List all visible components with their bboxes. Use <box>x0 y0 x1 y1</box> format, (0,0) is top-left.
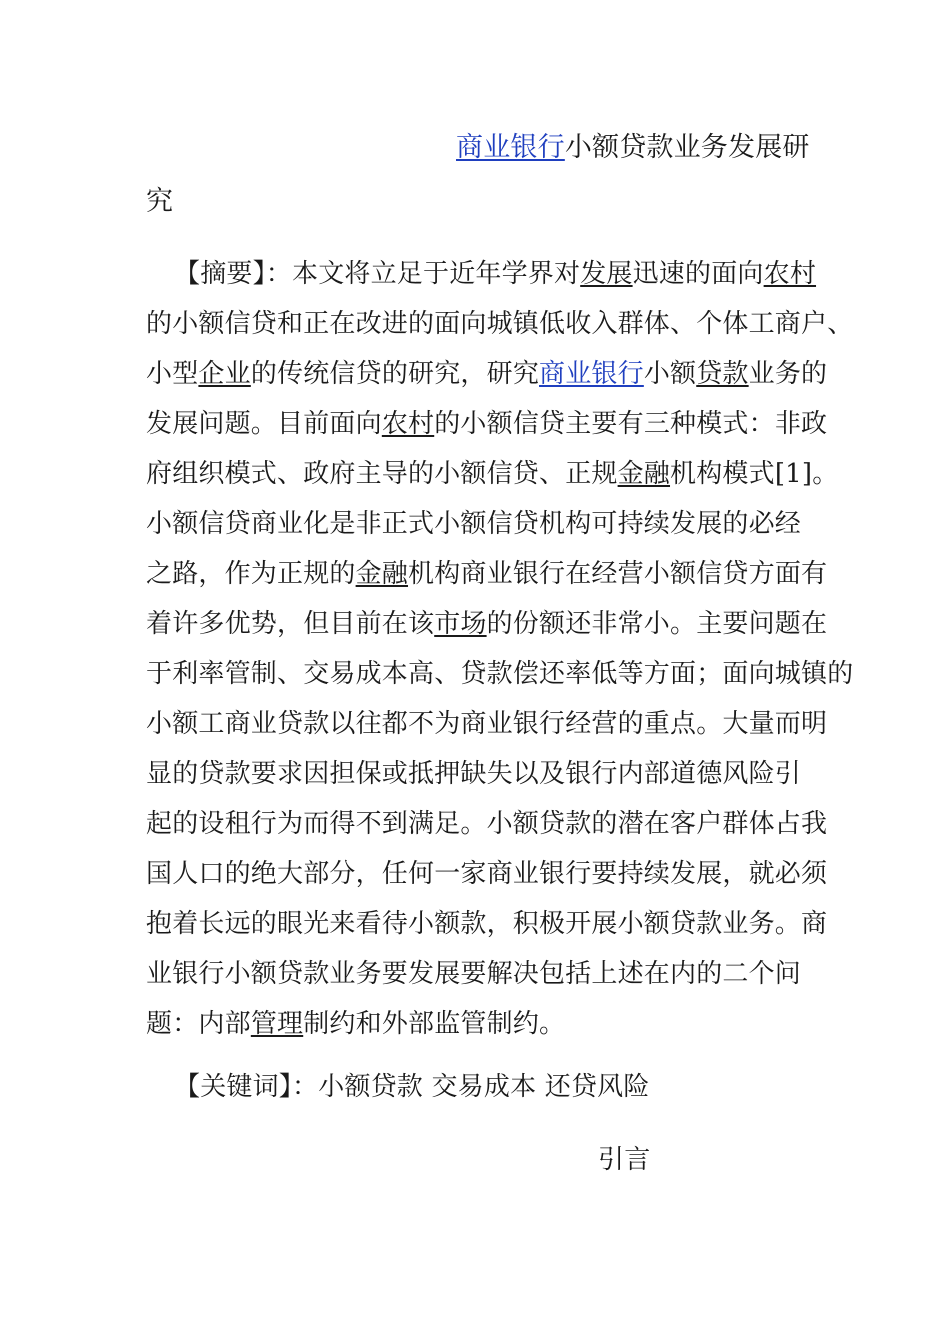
abstract-line-5 <box>146 457 838 491</box>
abstract-line-10: 小额工商业贷款以往都不为商业银行经营的重点。大量而明 <box>146 709 828 739</box>
abstract-line-14: 抱着长远的眼光来看待小额款，积极开展小额贷款业务。商 <box>146 909 828 939</box>
abstract-line-6: 小额信贷商业化是非正式小额信贷机构可持续发展的必经 <box>146 509 802 539</box>
abstract-text: 小型 <box>146 359 199 389</box>
abstract-line-16 <box>146 1007 565 1041</box>
title-link-commercial-bank[interactable]: 商业银行 <box>456 132 565 163</box>
abstract-text: 着许多优势，但目前在该 <box>146 609 435 639</box>
abstract-line-3 <box>146 357 827 391</box>
abstract-text: 发展问题。目前面向 <box>146 409 382 439</box>
keyword-item: 交易成本 <box>431 1072 537 1102</box>
abstract-line-1 <box>174 257 816 291</box>
intro-heading: 引言 <box>598 1145 651 1175</box>
keywords-label: 【关键词】： <box>174 1072 319 1102</box>
abstract-line-11: 显的贷款要求因担保或抵押缺失以及银行内部道德风险引 <box>146 759 802 789</box>
abstract-line-13: 国人口的绝大部分，任何一家商业银行要持续发展，就必须 <box>146 859 828 889</box>
term-enterprise[interactable]: 企业 <box>198 359 251 389</box>
title-text: 小额贷款业务发展研 <box>564 132 810 163</box>
abstract-text: 题：内部 <box>146 1009 251 1039</box>
abstract-line-15: 业银行小额贷款业务要发展要解决包括上述在内的二个问 <box>146 959 802 989</box>
abstract-text: 的小额信贷主要有三种模式：非政 <box>434 409 828 439</box>
term-finance[interactable]: 金融 <box>617 459 671 489</box>
abstract-text: 业务的 <box>748 359 828 389</box>
abstract-text: 制约和外部监管制约。 <box>303 1009 566 1039</box>
term-loan[interactable]: 贷款 <box>696 359 749 389</box>
abstract-text: 的传统信贷的研究，研究 <box>250 359 540 389</box>
term-rural[interactable]: 农村 <box>763 259 817 289</box>
abstract-line-8 <box>146 607 827 641</box>
term-finance[interactable]: 金融 <box>355 559 409 589</box>
abstract-line-2: 的小额信贷和正在改进的面向城镇低收入群体、个体工商户、 <box>146 309 854 339</box>
abstract-line-7 <box>146 557 827 591</box>
term-rural[interactable]: 农村 <box>381 409 435 439</box>
keyword-item: 小额贷款 <box>318 1072 424 1102</box>
keywords-line <box>174 1070 650 1104</box>
abstract-line-4 <box>146 407 827 441</box>
document-title <box>456 131 810 165</box>
abstract-text: 机构商业银行在经营小额信贷方面有 <box>408 559 828 589</box>
abstract-text: 【摘要】：本文将立足于近年学界对 <box>174 259 581 289</box>
abstract-text: 迅速的面向 <box>632 259 764 289</box>
link-commercial-bank[interactable]: 商业银行 <box>539 359 644 389</box>
abstract-text: 机构模式[1]。 <box>670 459 839 489</box>
term-market[interactable]: 市场 <box>434 609 487 639</box>
term-development[interactable]: 发展 <box>580 259 633 289</box>
abstract-text: 之路，作为正规的 <box>146 559 356 589</box>
abstract-line-12: 起的设租行为而得不到满足。小额贷款的潜在客户群体占我 <box>146 809 828 839</box>
term-management[interactable]: 管理 <box>250 1009 304 1039</box>
abstract-text: 府组织模式、政府主导的小额信贷、正规 <box>146 459 618 489</box>
abstract-text: 小额 <box>643 359 697 389</box>
document-title-continued: 究 <box>146 186 174 217</box>
keyword-item: 还贷风险 <box>544 1072 650 1102</box>
abstract-text: 的份额还非常小。主要问题在 <box>486 609 828 639</box>
abstract-line-9: 于利率管制、交易成本高、贷款偿还率低等方面；面向城镇的 <box>146 659 854 689</box>
